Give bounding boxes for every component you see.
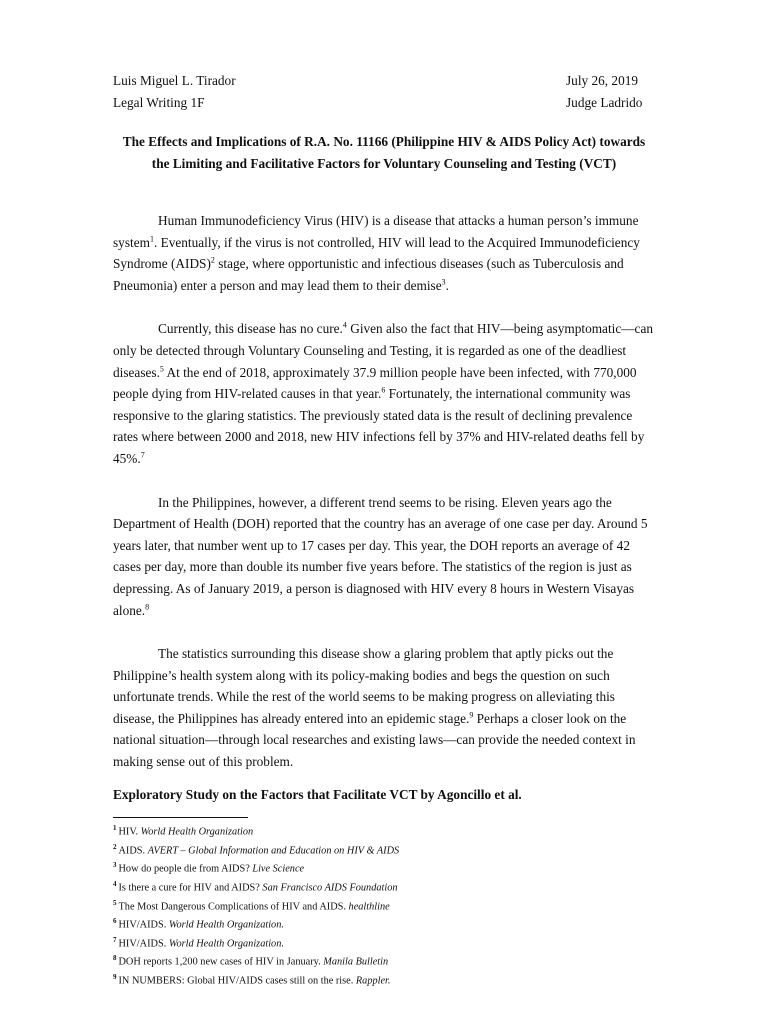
footnote-item [113,970,653,989]
paragraph-text: At the end of 2018, approximately 37.9 million people have been infected, with 770,000 people dying from HIV-related causes in that year. [113,364,637,402]
footnote-text: Is there a cure for HIV and AIDS? [118,882,263,894]
paragraph-text: The statistics surrounding this disease show a glaring problem that aptly picks out the Philippine’s health system along with its policy-making bodies and begs the question on such unfortunate trends. While the rest of the world seems to be making progress on alleviating this disease, the Philippines has already entered into an epidemic stage. [113,646,615,726]
footnote-source: Live Science [252,863,305,875]
footnote-source: AVERT – Global Information and Education on HIV & AIDS [147,845,400,857]
footnote-number: 5 [113,898,117,907]
footnote-source: San Francisco AIDS Foundation [262,882,398,894]
footnote-item [113,933,653,952]
footnote-number: 2 [113,842,117,851]
footnote-divider [113,817,248,818]
footnote-ref: 5 [159,364,164,374]
footnote-item [113,896,653,915]
footnote-text: HIV. [118,826,141,838]
paragraph-text: In the Philippines, however, a different trend seems to be rising. Eleven years ago the Department of Health (DOH) reported that the country has an average of one case per day. Around 5 years later, that number went up to 17 cases per day. This year, the DOH reports an average of 42 cases per day, more than double its number five years before. The statistics of the region is just as depressing. As of January 2019, a person is diagnosed with HIV every 8 hours in Western Visayas alone. [113,494,648,618]
footnote-number: 4 [113,879,117,888]
header-row-1 [113,70,653,92]
paragraph-text: Human Immunodeficiency Virus (HIV) is a disease that attacks a human person’s immune system [113,213,639,250]
footnote-ref: 7 [140,450,145,460]
footnote-number: 6 [113,917,117,926]
paragraph-text: stage, where opportunistic and infectious diseases (such as Tuberculosis and Pneumonia) enter a person and may lead them to their demise [113,256,624,293]
footnote-number: 1 [113,824,117,832]
paragraph-text: Perhaps a closer look on the national situation—through local researches and existing laws—can provide the needed context in making sense out of this problem. [113,710,636,770]
footnote-text: DOH reports 1,200 new cases of HIV in January. [118,956,324,968]
judge-name: Judge Ladrido [566,95,643,110]
author-name: Luis Miguel L. Tirador [113,73,236,88]
footnote-text: AIDS. [118,845,148,857]
paragraph-text: Given also the fact that HIV—being asymptomatic—can only be detected through Voluntary Counseling and Testing, it is regarded as one of the deadliest diseases. [113,321,653,380]
header-row-2 [113,92,653,114]
paragraph-2 [113,318,655,469]
footnote-number: 3 [113,861,117,870]
footnote-item [113,858,653,877]
footnote-item [113,840,653,859]
footnote-item [113,914,653,933]
footnote-source: World Health Organization. [168,919,284,931]
footnotes [113,821,653,989]
footnote-source: healthline [348,900,390,912]
footnote-ref: 1 [149,234,154,244]
paragraph-4 [113,643,655,773]
footnote-text: HIV/AIDS. [118,919,169,931]
document-date: July 26, 2019 [566,73,639,88]
paragraph-3 [113,492,655,622]
footnote-text: The Most Dangerous Complications of HIV and AIDS. [118,900,349,912]
footnote-text: HIV/AIDS. [118,938,169,950]
section-heading: Exploratory Study on the Factors that Facilitate VCT by Agoncillo et al. [113,787,522,802]
course-name: Legal Writing 1F [113,95,205,110]
paragraph-text: . [445,277,449,293]
footnote-item [113,821,653,840]
footnote-text: IN NUMBERS: Global HIV/AIDS cases still on the rise. [118,975,356,987]
footnote-number: 8 [113,954,117,963]
footnote-ref: 4 [342,320,347,330]
paragraph-1 [113,210,655,296]
paragraph-text: Currently, this disease has no cure. [158,321,343,337]
document-body [113,210,655,795]
footnote-item [113,877,653,896]
paragraph-text: Fortunately, the international community was responsive to the glaring statistics. The previously stated data is the result of declining prevalence rates where between 2000 and 2018, new HIV infections fell by 37% and HIV-related deaths fell by 45%. [113,386,645,466]
document-header [113,70,653,114]
footnote-ref: 6 [381,385,386,395]
document-title: The Effects and Implications of R.A. No. 11166 (Philippine HIV & AIDS Policy Act) towards the Limiting and Facilitative Factors for Voluntary Counseling and Testing (VCT) [122,134,646,171]
footnote-source: Manila Bulletin [323,956,389,968]
footnote-source: Rappler. [355,975,391,987]
footnote-ref: 9 [469,710,474,720]
footnote-source: World Health Organization [140,826,254,838]
paragraph-text: . Eventually, if the virus is not controlled, HIV will lead to the Acquired Immunodeficiency Syndrome (AIDS) [113,234,640,272]
footnote-source: World Health Organization. [168,938,284,950]
footnote-text: How do people die from AIDS? [118,863,253,875]
footnote-number: 9 [113,973,117,981]
footnote-ref: 8 [145,602,150,612]
footnote-number: 7 [113,935,117,944]
footnote-item [113,951,653,970]
footnote-ref: 3 [441,277,446,287]
footnote-ref: 2 [210,255,215,265]
